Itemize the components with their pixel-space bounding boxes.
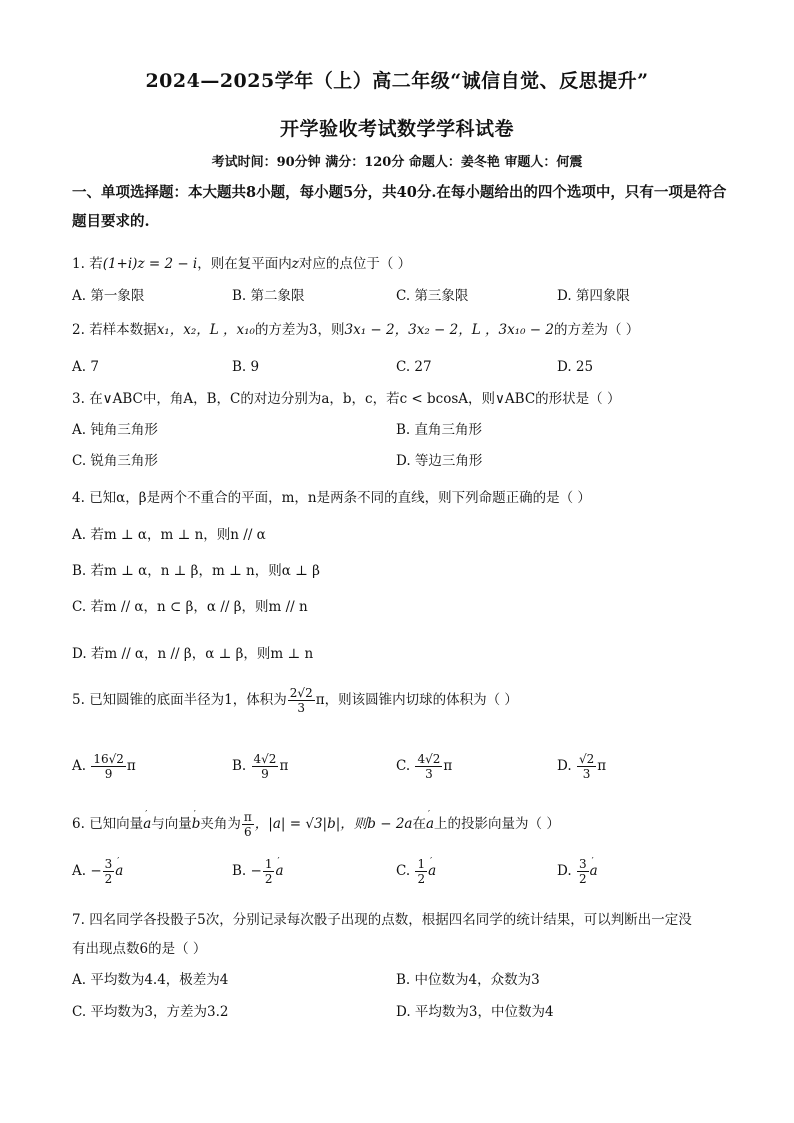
option-a: A. $\frac{16√2}{9}$ π: [72, 752, 136, 781]
fraction-numerator: 1: [264, 857, 273, 871]
question-number: 4.: [72, 490, 85, 506]
question-text: 在∨ABC中，角A，B，C的对边分别为a，b，c，若c < bcosA，则∨ABC的形状是（ ）: [89, 391, 621, 407]
exam-title-line2: 开学验收考试数学学科试卷: [279, 118, 514, 140]
question-6: [72, 810, 560, 839]
exam-title-line1: 2024—2025学年（上）高二年级“诚信自觉、反思提升”: [145, 70, 649, 92]
option-label: B.: [232, 863, 247, 879]
option-fraction: [577, 752, 596, 781]
question-number: 1.: [72, 256, 85, 272]
question-4: [72, 488, 591, 508]
question-text: 若样本数据: [89, 322, 157, 338]
option-b: [232, 857, 284, 886]
math-expression: x₁，x₂，L ，x₁₀: [156, 322, 255, 338]
vector-b: ′ b: [192, 814, 201, 834]
fraction-numerator: 3: [578, 857, 587, 871]
fraction-numerator: π: [243, 810, 252, 824]
question-7-cont: 有出现点数6的是（ ）: [72, 941, 207, 957]
fraction-denominator: 2: [578, 872, 587, 886]
option-label: A.: [72, 863, 87, 879]
option-label: D.: [557, 758, 572, 774]
fraction-numerator: 3: [104, 857, 113, 871]
fraction-denominator: 6: [244, 825, 252, 839]
question-text: 已知圆锥的底面半径为1，体积为: [89, 692, 287, 708]
option-d: D. 等边三角形: [396, 453, 483, 469]
option-fraction: [103, 857, 115, 886]
fraction-numerator: 4√2: [253, 752, 277, 766]
fraction-denominator: 2: [417, 872, 426, 886]
option-fraction: [415, 857, 427, 886]
vector-a: ′ a: [426, 814, 434, 834]
question-text: ，则在复平面内: [197, 256, 292, 272]
question-text: 已知α，β是两个不重合的平面，m，n是两条不同的直线，则下列命题正确的是（ ）: [89, 490, 591, 506]
option-fraction: [252, 752, 279, 781]
question-text: ，|a| = √3|b|，则: [254, 816, 368, 832]
fraction-numerator: 16√2: [93, 752, 124, 766]
option-c: C. 锐角三角形: [72, 453, 158, 469]
option-b: B. 直角三角形: [396, 422, 483, 438]
question-text: 的方差为（ ）: [554, 322, 640, 338]
vector-a: ′ a: [143, 814, 151, 834]
option-d: D. 平均数为3，中位数为4: [396, 1004, 554, 1020]
option-a: A. 第一象限: [72, 288, 145, 304]
question-text: 对应的点位于（ ）: [298, 256, 412, 272]
option-d: D. 25: [557, 359, 594, 375]
option-fraction: [263, 857, 275, 886]
question-number: 2.: [72, 322, 85, 338]
exam-info: 考试时间：90分钟 满分：120分 命题人：姜冬艳 审题人：何震: [211, 155, 583, 170]
vector-a: ′ a: [590, 861, 598, 881]
option-label: C.: [396, 758, 411, 774]
question-text: 四名同学各投骰子5次，分别记录每次骰子出现的点数，根据四名同学的统计结果，可以判断出一定没: [89, 912, 692, 928]
question-text: 若: [89, 256, 103, 272]
question-number: 3.: [72, 391, 85, 407]
option-a: A. 7: [72, 359, 99, 375]
math-expression: b − 2a: [367, 816, 413, 832]
fraction-numerator: √2: [578, 752, 595, 766]
option-c: C. $\frac{4√2}{3}$ π: [396, 752, 453, 781]
question-text: 的方差为3，则: [254, 322, 345, 338]
option-a: A. 若m ⊥ α，m ⊥ n，则n // α: [72, 527, 266, 543]
angle-fraction: [242, 810, 254, 839]
option-d: D. 若m // α，n // β，α ⊥ β，则m ⊥ n: [72, 646, 314, 662]
fraction-denominator: 9: [104, 767, 113, 781]
fraction-numerator: 2√2: [289, 686, 313, 700]
option-fraction: [577, 857, 589, 886]
option-fraction: [91, 752, 126, 781]
option-label: B.: [232, 758, 247, 774]
option-c: C. 第三象限: [396, 288, 469, 304]
fraction-denominator: 3: [582, 767, 591, 781]
option-b: B. $\frac{4√2}{9}$ π: [232, 752, 289, 781]
math-expression: (1+i)z = 2 − i: [102, 256, 198, 272]
math-variable: z: [291, 256, 299, 272]
option-c: [396, 857, 436, 886]
vector-a: ′ a: [275, 861, 283, 881]
option-sign: −: [90, 863, 102, 879]
question-text: 在: [412, 816, 426, 832]
question-text: 已知向量: [89, 816, 144, 832]
option-b: B. 第二象限: [232, 288, 305, 304]
option-a: A. 平均数为4.4，极差为4: [72, 972, 229, 988]
question-7: [72, 910, 692, 930]
fraction-denominator: 3: [425, 767, 433, 781]
option-label: A.: [72, 758, 87, 774]
question-text: 与向量: [151, 816, 192, 832]
question-text: π，则该圆锥内切球的体积为（ ）: [315, 692, 518, 708]
question-1: [72, 254, 411, 274]
math-expression: 3x₁ − 2，3x₂ − 2，L ，3x₁₀ − 2: [344, 322, 554, 338]
vector-a: ′ a: [428, 861, 436, 881]
fraction-denominator: 2: [104, 872, 113, 886]
option-sign: −: [250, 863, 262, 879]
fraction-numerator: 4√2: [417, 752, 441, 766]
option-b: B. 若m ⊥ α，n ⊥ β，m ⊥ n，则α ⊥ β: [72, 563, 320, 579]
fraction-denominator: 9: [261, 767, 269, 781]
fraction-denominator: 2: [264, 872, 273, 886]
question-3: [72, 389, 620, 409]
option-d: D. 第四象限: [557, 288, 630, 304]
option-a: [72, 857, 123, 886]
vector-a: ′ a: [115, 861, 123, 881]
option-fraction: [415, 752, 442, 781]
question-5: [72, 686, 518, 715]
question-number: 7.: [72, 912, 85, 928]
option-c: C. 平均数为3，方差为3.2: [72, 1004, 229, 1020]
question-2: [72, 320, 639, 340]
question-number: 5.: [72, 692, 85, 708]
option-a: A. 钝角三角形: [72, 422, 158, 438]
fraction-denominator: 3: [297, 701, 306, 715]
option-b: B. 9: [232, 359, 260, 375]
option-d: D. $\frac{√2}{3}$ π: [557, 752, 607, 781]
section-heading: 一、单项选择题：本大题共8小题，每小题5分，共40分.在每小题给出的四个选项中，只有一项是符合题目要求的.: [72, 184, 727, 230]
option-label: C.: [396, 863, 411, 879]
option-d: [557, 857, 598, 886]
fraction-numerator: 1: [417, 857, 426, 871]
option-b: B. 中位数为4，众数为3: [396, 972, 540, 988]
question-text: 上的投影向量为（ ）: [434, 816, 560, 832]
option-label: D.: [557, 863, 572, 879]
question-number: 6.: [72, 816, 85, 832]
volume-fraction: [288, 686, 315, 715]
question-text: 夹角为: [200, 816, 241, 832]
option-c: C. 若m // α，n ⊂ β，α // β，则m // n: [72, 599, 308, 615]
option-c: C. 27: [396, 359, 432, 375]
